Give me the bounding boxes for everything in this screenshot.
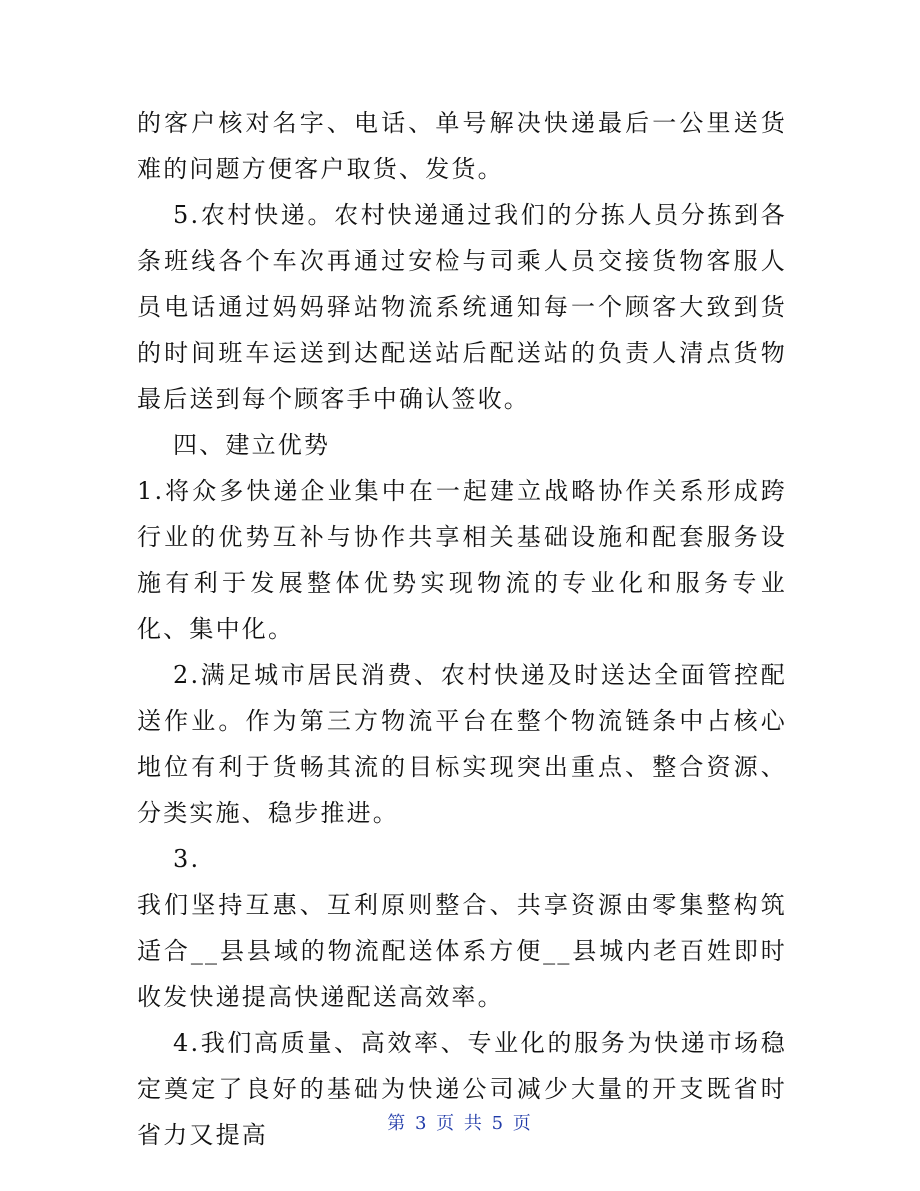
paragraph-item-2: 2.满足城市居民消费、农村快递及时送达全面管控配送作业。作为第三方物流平台在整个物流链条中占核心地位有利于货畅其流的目标实现突出重点、整合资源、分类实施、稳步推进。 [137, 661, 787, 827]
paragraph-item-1: 1.将众多快递企业集中在一起建立战略协作关系形成跨行业的优势互补与协作共享相关基础设施和配套服务设施有利于发展整体优势实现物流的专业化和服务专业化、集中化。 [137, 477, 787, 643]
paragraph-item-3: 我们坚持互惠、互利原则整合、共享资源由零集整构筑适合__县县域的物流配送体系方便__县城内老百姓即时收发快递提高快递配送高效率。 [137, 891, 787, 1011]
paragraph-continuation: 的客户核对名字、电话、单号解决快递最后一公里送货难的问题方便客户取货、发货。 [137, 109, 787, 183]
paragraph-item-4: 4.我们高质量、高效率、专业化的服务为快递市场稳定奠定了良好的基础为快递公司减少大量的开支既省时省力又提高 [137, 1029, 787, 1149]
paragraph-item-5: 5.农村快递。农村快递通过我们的分拣人员分拣到各条班线各个车次再通过安检与司乘人员交接货物客服人员电话通过妈妈驿站物流系统通知每一个顾客大致到货的时间班车运送到达配送站后配送站的负责人清点货物最后送到每个顾客手中确认签收。 [137, 201, 787, 413]
section-heading-advantages: 四、建立优势 [173, 431, 331, 459]
paragraph-item-3-number: 3. [173, 845, 201, 873]
page-number-footer: 第 3 页 共 5 页 [387, 1113, 533, 1134]
document-body [137, 100, 787, 1158]
